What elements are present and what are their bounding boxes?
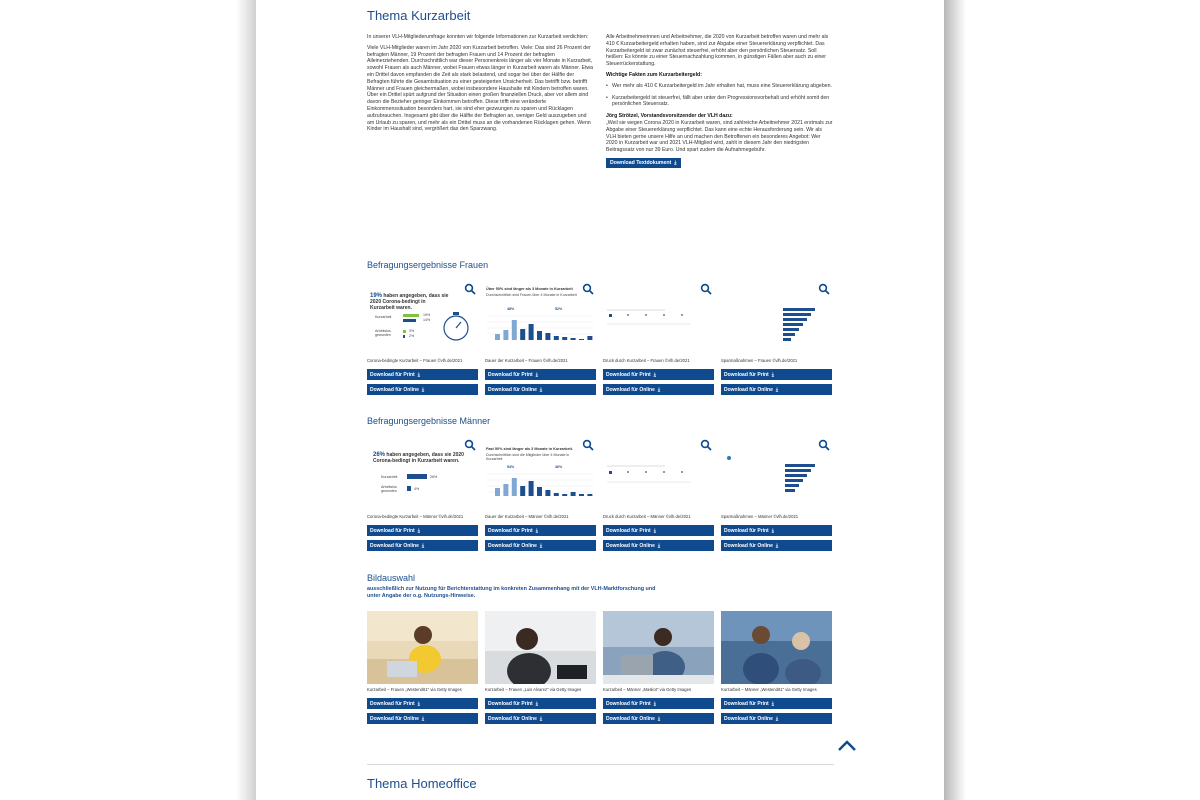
download-icon: ⤓ xyxy=(771,527,774,534)
bar xyxy=(579,339,584,340)
bar xyxy=(407,474,427,479)
scroll-to-top-icon[interactable] xyxy=(837,738,857,752)
zoom-icon[interactable] xyxy=(700,439,712,451)
chart-card xyxy=(603,438,714,555)
download-icon: ⤓ xyxy=(674,159,677,166)
card-caption: Dauer der Kurzarbeit – Frauen ©vlh.de/2021 xyxy=(485,358,568,363)
bar xyxy=(571,492,576,496)
download-online-button[interactable] xyxy=(485,384,596,395)
download-print-button[interactable] xyxy=(603,525,714,536)
bar xyxy=(495,334,500,340)
download-online-button[interactable] xyxy=(367,384,478,395)
chart-card xyxy=(721,282,832,399)
button-label: Download für Print xyxy=(370,700,415,707)
card-caption: Kurzarbeit – Frauen „Luis Alvarez" via Getty Images xyxy=(485,687,582,692)
image-card xyxy=(367,611,478,728)
download-online-button[interactable] xyxy=(485,540,596,551)
button-label: Download für Print xyxy=(370,527,415,534)
data-label: 54% xyxy=(507,465,515,469)
photo-thumbnail[interactable] xyxy=(721,611,832,684)
card-caption: Sparmaßnahmen – Frauen ©vlh.de/2021 xyxy=(721,358,798,363)
download-online-button[interactable] xyxy=(603,713,714,724)
download-online-button[interactable] xyxy=(721,384,832,395)
zoom-icon[interactable] xyxy=(818,439,830,451)
men-cards xyxy=(367,438,834,555)
page-title: Thema Kurzarbeit xyxy=(367,8,471,23)
card-caption: Corona-bedingte Kurzarbeit – Männer ©vlh.de/2021 xyxy=(367,514,464,519)
list-item: • Kurzarbeitergeld ist steuerfrei, fällt aber unter den Progressionsvorbehalt und erhöht somit den persönlichen Steuersatz. xyxy=(606,95,833,109)
download-icon: ⤓ xyxy=(539,715,543,722)
photo-man-laptop xyxy=(603,611,714,684)
facts-title: Wichtige Fakten zum Kurzarbeitergeld: xyxy=(606,71,702,78)
download-icon: ⤓ xyxy=(771,700,774,707)
download-icon: ⤓ xyxy=(653,371,656,378)
download-print-button[interactable] xyxy=(367,525,478,536)
section-divider xyxy=(367,764,834,765)
download-icon: ⤓ xyxy=(657,542,661,549)
card-caption: Kurzarbeit – Männer „Westend61" via Getty Images xyxy=(721,687,817,692)
section-title-images: Bildauswahl xyxy=(367,573,416,583)
download-icon: ⤓ xyxy=(417,700,420,707)
section-title-men: Befragungsergebnisse Männer xyxy=(367,416,491,426)
button-label: Download für Online xyxy=(488,715,537,722)
download-print-button[interactable] xyxy=(721,369,832,380)
button-label: Download für Online xyxy=(724,542,773,549)
bar xyxy=(554,336,559,340)
zoom-icon[interactable] xyxy=(464,439,476,451)
download-icon: ⤓ xyxy=(775,542,779,549)
download-print-button[interactable] xyxy=(367,369,478,380)
download-icon: ⤓ xyxy=(771,371,774,378)
page xyxy=(256,0,944,800)
list-item: • Wer mehr als 410 € Kurzarbeitergeld im Jahr erhalten hat, muss eine Steuererklärung abgeben. xyxy=(606,83,833,90)
card-caption: Corona-bedingte Kurzarbeit – Frauen ©vlh.de/2021 xyxy=(367,358,463,363)
photo-woman-laptop xyxy=(367,611,478,684)
quote-text: „Weil sie wegen Corona 2020 in Kurzarbeit waren, sind zahlreiche Arbeitnehmer 2021 erstmals zur Abgabe einer Steuererklärung verpflichtet. Das kann eine echte Herausforderung sein. Wir als VLH bieten gerne unsere Hilfe an und machen den Betroffenen ein besonderes Angebot: Wer 2020 in Kurzarbeit war und 2021 VLH-Mitglied wird, zahlt in diesem Jahr den niedrigsten Beitragssatz von nur 39 Euro. Und spart zudem die Aufnahmegebühr. xyxy=(606,119,833,154)
download-print-button[interactable] xyxy=(721,698,832,709)
hbar-chart xyxy=(725,454,825,502)
button-label: Download für Print xyxy=(724,700,769,707)
bar xyxy=(562,337,567,340)
bar xyxy=(545,490,550,496)
download-online-button[interactable] xyxy=(721,713,832,724)
download-icon: ⤓ xyxy=(535,371,538,378)
hbar-chart xyxy=(735,306,825,346)
download-icon: ⤓ xyxy=(417,371,420,378)
chart-card xyxy=(485,282,596,399)
bar xyxy=(587,494,592,496)
button-label: Download für Print xyxy=(370,371,415,378)
bar xyxy=(503,484,508,496)
button-label: Download für Online xyxy=(606,542,655,549)
download-online-button[interactable] xyxy=(603,540,714,551)
download-icon: ⤓ xyxy=(421,715,425,722)
chart-thumbnail[interactable] xyxy=(367,282,478,355)
button-label: Download für Print xyxy=(488,371,533,378)
chart-headline: haben angegeben, dass sie 2020 Corona-bedingt in Kurzarbeit waren. xyxy=(373,452,464,464)
download-print-button[interactable] xyxy=(721,525,832,536)
women-cards xyxy=(367,282,834,399)
download-icon: ⤓ xyxy=(539,386,543,393)
chart-thumbnail[interactable] xyxy=(485,438,596,511)
download-icon: ⤓ xyxy=(775,386,779,393)
bar xyxy=(403,314,419,317)
chart-subtitle: Durchschnittlich sind die Mitglieder über 4 Monate in Kurzarbeit xyxy=(486,453,570,461)
photo-thumbnail[interactable] xyxy=(367,611,478,684)
download-print-button[interactable] xyxy=(485,525,596,536)
download-print-button[interactable] xyxy=(485,369,596,380)
bar xyxy=(503,330,508,340)
intro-right-column xyxy=(606,34,833,168)
button-label: Download für Online xyxy=(370,542,419,549)
bar xyxy=(579,494,584,496)
bar xyxy=(403,330,406,333)
button-label: Download für Online xyxy=(370,715,419,722)
card-caption: Druck durch Kurzarbeit – Frauen ©vlh.de/2021 xyxy=(603,358,690,363)
button-label: Download für Print xyxy=(488,527,533,534)
bar xyxy=(554,493,559,496)
data-label: 46% xyxy=(555,465,563,469)
bar-chart xyxy=(487,468,593,501)
data-label: 3% xyxy=(409,329,415,333)
bar xyxy=(512,478,517,496)
image-card xyxy=(603,611,714,728)
bar xyxy=(407,486,411,491)
axis-label: Kurzarbeit xyxy=(375,315,392,319)
button-label: Download für Print xyxy=(724,371,769,378)
bar xyxy=(537,487,542,496)
bar xyxy=(545,333,550,340)
bar xyxy=(537,331,542,340)
chart-thumbnail[interactable] xyxy=(603,438,714,511)
button-label: Download für Print xyxy=(606,371,651,378)
chart-thumbnail[interactable] xyxy=(721,438,832,511)
button-label: Download für Online xyxy=(488,386,537,393)
headline-percent: 19% xyxy=(370,293,383,299)
bar xyxy=(529,324,534,340)
download-icon: ⤓ xyxy=(421,542,425,549)
data-label: 2% xyxy=(409,334,415,338)
download-print-button[interactable] xyxy=(603,369,714,380)
photo-thumbnail[interactable] xyxy=(603,611,714,684)
data-label: 52% xyxy=(555,307,563,311)
bar-chart xyxy=(487,310,593,345)
button-label: Download für Online xyxy=(724,715,773,722)
section-title-women: Befragungsergebnisse Frauen xyxy=(367,260,489,270)
photo-thumbnail[interactable] xyxy=(485,611,596,684)
card-caption: Dauer der Kurzarbeit – Männer ©vlh.de/2021 xyxy=(485,514,569,519)
download-icon: ⤓ xyxy=(657,715,661,722)
bar xyxy=(403,335,405,338)
chart-thumbnail[interactable] xyxy=(485,282,596,355)
download-icon: ⤓ xyxy=(535,700,538,707)
bar xyxy=(495,488,500,496)
zoom-icon[interactable] xyxy=(700,283,712,295)
download-print-button[interactable] xyxy=(367,698,478,709)
zoom-icon[interactable] xyxy=(582,439,594,451)
axis-label: Kurzarbeit xyxy=(381,475,398,479)
bar xyxy=(403,319,416,322)
data-label: 26% xyxy=(430,475,438,479)
image-cards xyxy=(367,611,834,728)
chart-thumbnail[interactable] xyxy=(367,438,478,511)
axis-label: Arbeitslos geworden xyxy=(375,329,391,337)
chart-card xyxy=(485,438,596,555)
bar xyxy=(571,338,576,340)
facts-list xyxy=(606,83,833,108)
download-icon: ⤓ xyxy=(653,700,656,707)
download-icon: ⤓ xyxy=(535,527,538,534)
download-icon: ⤓ xyxy=(417,527,420,534)
card-caption: Kurzarbeit – Frauen „Westend61" via Getty Images xyxy=(367,687,462,692)
intro-paragraph: In unserer VLH-Mitgliederumfrage konnten wir folgende Informationen zur Kurzarbeit verdichten: xyxy=(367,34,589,40)
download-icon: ⤓ xyxy=(775,715,779,722)
download-text-label: Download Textdokument xyxy=(610,159,672,166)
data-label: 48% xyxy=(507,307,515,311)
chart-headline: Über 50% sind länger als 3 Monate in Kurzarbeit xyxy=(486,287,573,291)
bar xyxy=(562,494,567,496)
data-label: 19% xyxy=(423,313,431,317)
chart-thumbnail[interactable] xyxy=(603,282,714,355)
download-print-button[interactable] xyxy=(485,698,596,709)
zoom-icon[interactable] xyxy=(818,283,830,295)
dot-chart xyxy=(605,306,695,330)
download-icon: ⤓ xyxy=(421,386,425,393)
download-online-button[interactable] xyxy=(367,540,478,551)
bar xyxy=(512,320,517,340)
download-icon: ⤓ xyxy=(653,527,656,534)
button-label: Download für Online xyxy=(370,386,419,393)
button-label: Download für Online xyxy=(724,386,773,393)
download-text-button[interactable] xyxy=(606,158,681,168)
card-caption: Kurzarbeit – Männer „Maskot" via Getty Images xyxy=(603,687,692,692)
axis-label: Arbeitslos geworden xyxy=(381,485,397,493)
intro-paragraph: Viele VLH-Mitglieder waren im Jahr 2020 von Kurzarbeit betroffen. Viele: Das sind 26 Prozent der befragten Männer, 19 Prozent der befragten Frauen und 14 Prozent der befragten Alleinerziehenden. Durchschnittlich war dieser Personenkreis länger als vier Monate in Kurzarbeit, sowohl Frauen als auch Männer, wobei Frauen etwas länger in Kurzarbeit waren als Männer. Etwa ein Drittel davon empfanden die Zeit als stark belastend, und sogar bei über der Hälfte der Befragten führte die Gesamtsituation zu einer gesteigerten Unsicherheit. Das betrifft bzw. betrifft Männer und Frauen gleichermaßen, wobei insbesondere Haushalte mit Kindern betroffen waren. Über ein Drittel spürt aufgrund der Situation einen großen finanziellen Druck, aber vor allem sind davon die Bezieher geringer Einkommen betroffen. Diese trifft eine veränderte Einkommenssituation besonders hart, sie sind eher gezwungen zu sparen und Rücklagen aufzubrauchen. Insgesamt gibt über die Hälfte der Befragten an, weniger Geld auszugeben und am Urlaub zu sparen, und mehr als ein Drittel muss an die vorhandenen Rücklagen gehen. Wenn Kinder im Haushalt sind, vergrößert das den Sparzwang. xyxy=(367,44,594,133)
chart-thumbnail[interactable] xyxy=(721,282,832,355)
zoom-icon[interactable] xyxy=(582,283,594,295)
card-caption: Druck durch Kurzarbeit – Männer ©vlh.de/2021 xyxy=(603,514,691,519)
card-caption: Sparmaßnahmen – Männer ©vlh.de/2021 xyxy=(721,514,799,519)
stopwatch-icon xyxy=(441,310,471,342)
image-card xyxy=(485,611,596,728)
dot-chart xyxy=(605,462,695,488)
photo-men-workshop xyxy=(721,611,832,684)
download-print-button[interactable] xyxy=(603,698,714,709)
zoom-icon[interactable] xyxy=(464,283,476,295)
button-label: Download für Online xyxy=(606,386,655,393)
intro-paragraph: Alle Arbeitnehmerinnen und Arbeitnehmer, die 2020 von Kurzarbeit betroffen waren und mehr als 410 € Kurzarbeitergeld erhalten haben, sind zur Abgabe einer Steuererklärung verpflichtet. Das Kurzarbeitergeld ist zwar zunächst steuerfrei, erhöht aber den persönlichen Steuersatz. Soll heißen: Es könnte zu einer Steuernachzahlung kommen, in günstigen Fällen aber auch zu einer Steuerrückerstattung. xyxy=(606,34,829,68)
next-section-title: Thema Homeoffice xyxy=(367,776,477,791)
data-label: 4% xyxy=(414,487,420,491)
button-label: Download für Print xyxy=(724,527,769,534)
data-label: 14% xyxy=(423,318,431,322)
button-label: Download für Print xyxy=(606,527,651,534)
button-label: Download für Print xyxy=(606,700,651,707)
chart-headline: haben angegeben, dass sie 2020 Corona-bedingt in Kurzarbeit waren. xyxy=(370,293,449,311)
download-icon: ⤓ xyxy=(657,386,661,393)
chart-card xyxy=(367,438,478,555)
chart-subtitle: Durchschnittlich sind Frauen über 4 Monate in Kurzarbeit xyxy=(486,293,577,297)
chart-card xyxy=(721,438,832,555)
quote-title: Jörg Strötzel, Vorstandsvorsitzender der VLH dazu: xyxy=(606,113,733,120)
headline-percent: 26% xyxy=(373,452,386,458)
image-card xyxy=(721,611,832,728)
chart-headline: Fast 50% sind länger als 3 Monate in Kurzarbeit. xyxy=(486,447,573,451)
bar xyxy=(520,329,525,340)
bar xyxy=(520,486,525,496)
photo-woman-phone xyxy=(485,611,596,684)
intro-text xyxy=(367,34,834,168)
button-label: Download für Online xyxy=(606,715,655,722)
chart-card xyxy=(603,282,714,399)
chart-card xyxy=(367,282,478,399)
intro-left-column xyxy=(367,34,594,168)
images-subtitle: ausschließlich zur Nutzung für Berichterstattung im konkreten Zusammenhang mit der VLH-Marktforschung und unter Angabe der o.g. Nutzungs-Hinweise. xyxy=(367,586,656,599)
button-label: Download für Print xyxy=(488,700,533,707)
bar xyxy=(587,336,592,340)
download-online-button[interactable] xyxy=(485,713,596,724)
button-label: Download für Online xyxy=(488,542,537,549)
download-online-button[interactable] xyxy=(367,713,478,724)
bar xyxy=(529,481,534,496)
download-icon: ⤓ xyxy=(539,542,543,549)
download-online-button[interactable] xyxy=(721,540,832,551)
download-online-button[interactable] xyxy=(603,384,714,395)
